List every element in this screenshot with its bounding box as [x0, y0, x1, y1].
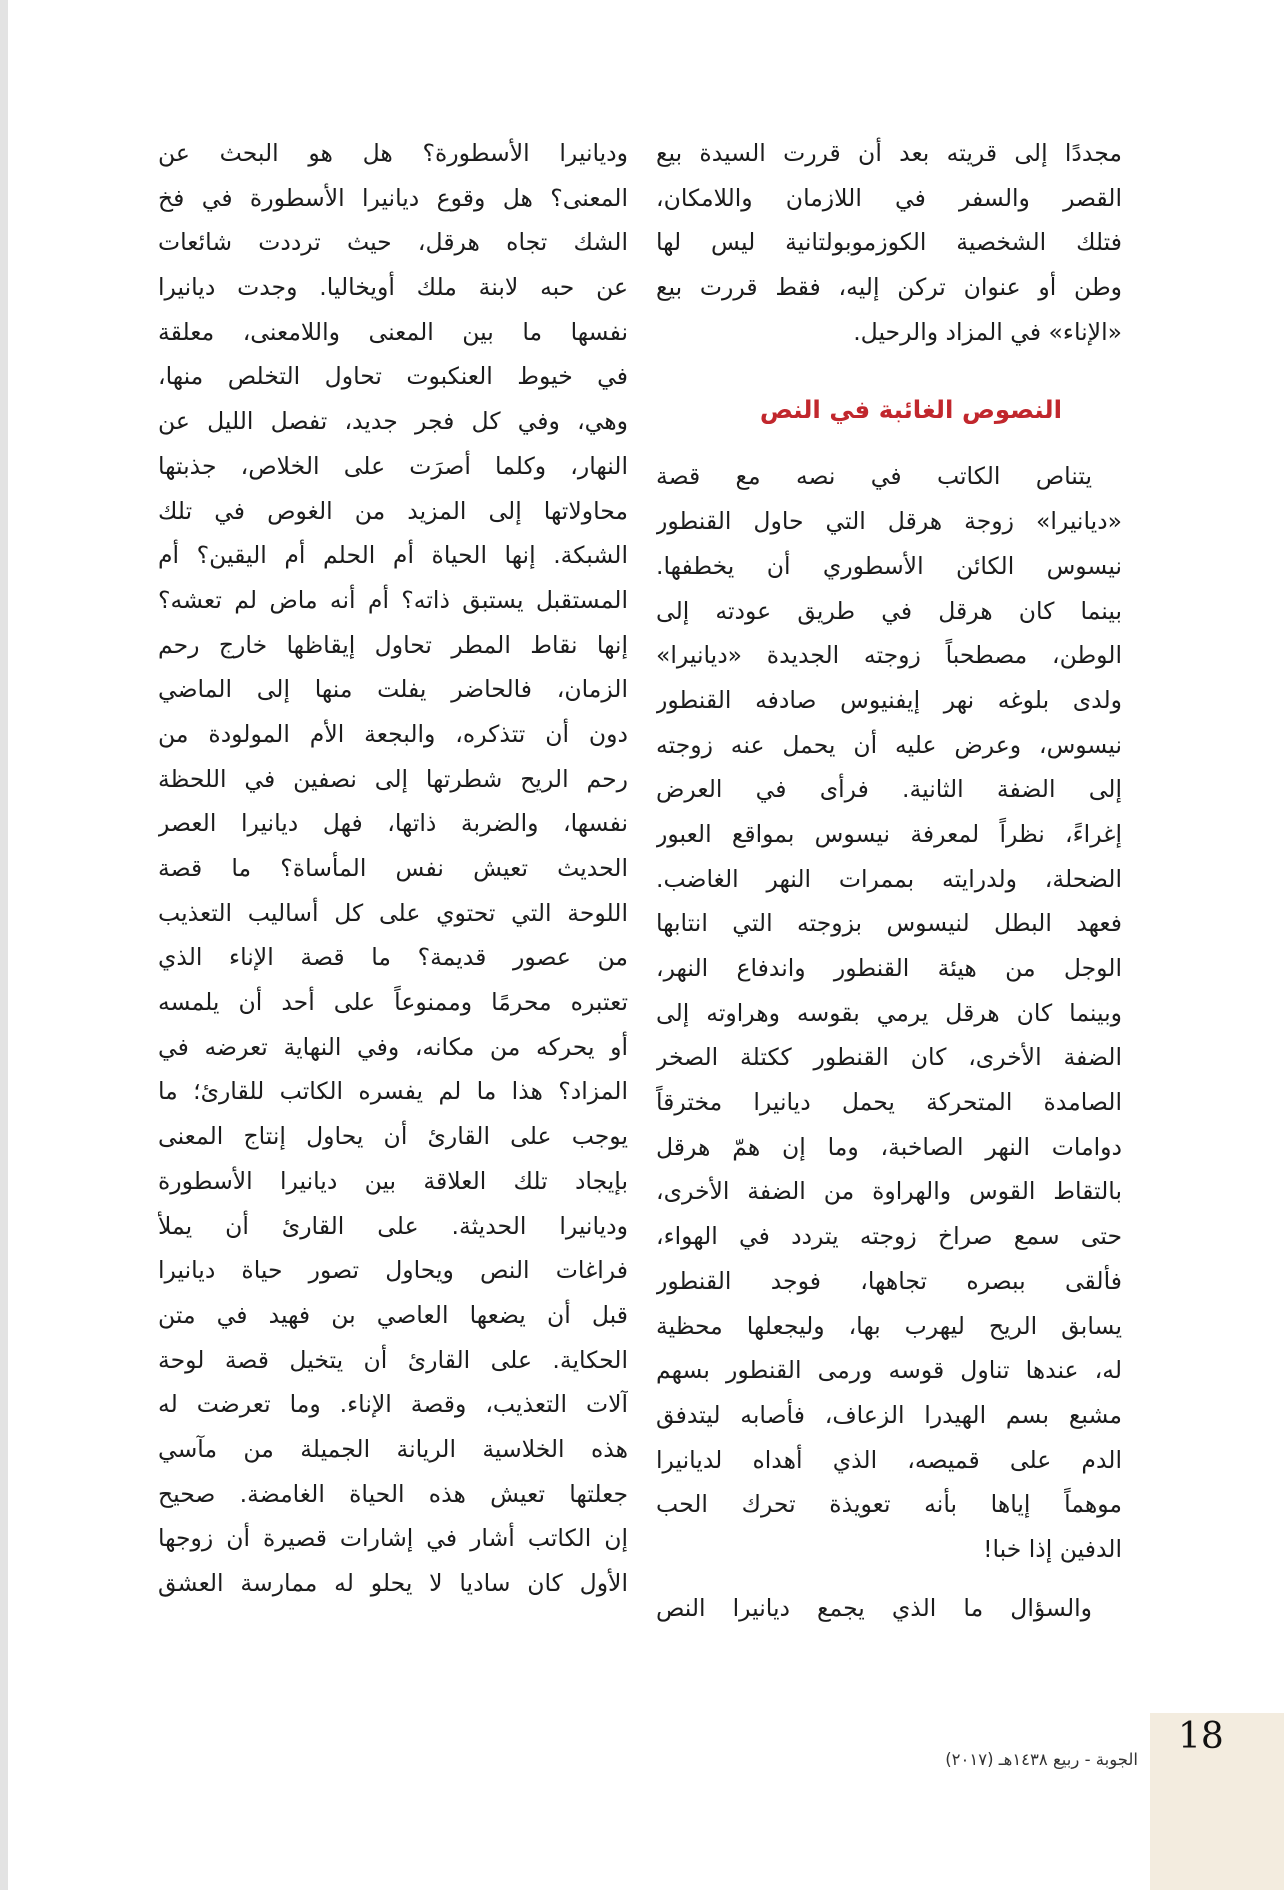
text-line: إلى الضفة الثانية. فرأى في العرض	[656, 775, 1122, 804]
text-line: إنها نقاط المطر تحاول إيقاظها خارج رحم	[158, 630, 628, 659]
text-line: نفسها، والضربة ذاتها، فهل ديانيرا العصر	[158, 809, 628, 838]
text-line: جعلتها تعيش هذه الحياة الغامضة. صحيح	[158, 1479, 628, 1508]
text-line: من عصور قديمة؟ ما قصة الإناء الذي	[158, 943, 628, 972]
text-line: نيسوس الكائن الأسطوري أن يخطفها.	[656, 551, 1122, 580]
text-line: حتى سمع صراخ زوجته يتردد في الهواء،	[656, 1222, 1122, 1251]
text-line: الوطن، مصطحباً زوجته الجديدة «ديانيرا»	[656, 641, 1122, 670]
text-line: النهار، وكلما أصرَت على الخلاص، جذبتها	[158, 451, 628, 480]
text-line: يوجب على القارئ أن يحاول إنتاج المعنى	[158, 1122, 628, 1151]
text-line: «ديانيرا» زوجة هرقل التي حاول القنطور	[656, 507, 1122, 536]
text-line: تعتبره محرمًا وممنوعاً على أحد أن يلمسه	[158, 988, 628, 1017]
text-line: الدم على قميصه، الذي أهداه لديانيرا	[656, 1445, 1122, 1474]
page-number: 18	[1178, 1716, 1224, 1757]
text-line: فعهد البطل لنيسوس بزوجته التي انتابها	[656, 909, 1122, 938]
text-line: نفسها ما بين المعنى واللامعنى، معلقة	[158, 317, 628, 346]
text-line: آلات التعذيب، وقصة الإناء. وما تعرضت له	[158, 1390, 628, 1419]
text-line: القصر والسفر في اللازمان واللامكان،	[656, 183, 1122, 212]
text-line: اللوحة التي تحتوي على كل أساليب التعذيب	[158, 898, 628, 927]
text-line: المستقبل يستبق ذاته؟ أم أنه ماض لم تعشه؟	[158, 585, 628, 614]
text-line: وديانيرا الأسطورة؟ هل هو البحث عن	[158, 139, 628, 167]
text-line: إن الكاتب أشار في إشارات قصيرة أن زوجها	[158, 1524, 628, 1553]
text-line: وهي، وفي كل فجر جديد، تفصل الليل عن	[158, 407, 628, 436]
text-line: قبل أن يضعها العاصي بن فهيد في متن	[158, 1300, 628, 1329]
text-line: أو يحركه من مكانه، وفي النهاية تعرضه في	[158, 1032, 628, 1061]
text-line: موهماً إياها بأنه تعويذة تحرك الحب	[656, 1490, 1122, 1519]
right-column	[656, 131, 1122, 1630]
section-heading: النصوص الغائبة في النص	[759, 395, 1062, 425]
text-line: محاولاتها إلى المزيد من الغوص في تلك	[158, 496, 628, 525]
text-line: هذه الخلاسية الريانة الجميلة من مآسي	[158, 1434, 628, 1463]
text-line: فراغات النص ويحاول تصور حياة ديانيرا	[158, 1256, 628, 1285]
text-line: دوامات النهر الصاخبة، وما إن همّ هرقل	[656, 1132, 1122, 1161]
text-line: وديانيرا الحديثة. على القارئ أن يملأ	[158, 1211, 628, 1240]
text-line: الصامدة المتحركة يحمل ديانيرا مخترقاً	[656, 1088, 1122, 1117]
text-line: الأول كان ساديا لا يحلو له ممارسة العشق	[158, 1569, 628, 1597]
text-line: الوجل من هيئة القنطور واندفاع النهر،	[656, 954, 1122, 982]
text-line: مجددًا إلى قريته بعد أن قررت السيدة بيع	[656, 139, 1122, 167]
text-line: عن حبه لابنة ملك أويخاليا. وجدت ديانيرا	[158, 273, 628, 302]
text-line: الحكاية. على القارئ أن يتخيل قصة لوحة	[158, 1345, 628, 1374]
text-line: يسابق الريح ليهرب بها، وليجعلها محظية	[656, 1311, 1122, 1340]
left-column	[158, 131, 628, 1606]
text-line: الشك تجاه هرقل، حيث ترددت شائعات	[158, 228, 628, 257]
text-line: دون أن تتذكره، والبجعة الأم المولودة من	[158, 719, 628, 748]
text-line: وطن أو عنوان تركن إليه، فقط قررت بيع	[656, 273, 1122, 302]
text-line: رحم الريح شطرتها إلى نصفين في اللحظة	[158, 764, 628, 793]
text-line: المزاد؟ هذا ما لم يفسره الكاتب للقارئ؛ ما	[158, 1077, 628, 1106]
text-line: فتلك الشخصية الكوزموبولتانية ليس لها	[656, 228, 1122, 257]
text-line: إغراءً، نظراً لمعرفة نيسوس بمواقع العبور	[656, 819, 1122, 848]
text-line: والسؤال ما الذي يجمع ديانيرا النص	[656, 1593, 1092, 1622]
text-line: الضحلة، ولدرايته بممرات النهر الغاضب.	[656, 864, 1122, 893]
text-line: الشبكة. إنها الحياة أم الحلم أم اليقين؟ أم	[158, 541, 628, 570]
text-line: الضفة الأخرى، كان القنطور ككتلة الصخر	[656, 1043, 1122, 1072]
text-line: «الإناء» في المزاد والرحيل.	[853, 317, 1122, 346]
text-line: فألقى ببصره تجاهها، فوجد القنطور	[656, 1266, 1122, 1295]
text-line: الحديث تعيش نفس المأساة؟ ما قصة	[158, 854, 628, 882]
text-line: في خيوط العنكبوت تحاول التخلص منها،	[158, 362, 628, 391]
text-line: وبينما كان هرقل يرمي بقوسه وهراوته إلى	[656, 998, 1122, 1027]
text-line: المعنى؟ هل وقوع ديانيرا الأسطورة في فخ	[158, 183, 628, 212]
text-line: له، عندها تناول قوسه ورمى القنطور بسهم	[656, 1356, 1122, 1385]
text-line: الدفين إذا خبا!	[983, 1534, 1122, 1563]
issue-footer: الجوبة - ربيع ١٤٣٨هـ (٢٠١٧)	[945, 1750, 1138, 1769]
text-line: مشبع بسم الهيدرا الزعاف، فأصابه ليتدفق	[656, 1400, 1122, 1429]
text-line: بالتقاط القوس والهراوة من الضفة الأخرى،	[656, 1177, 1122, 1206]
text-line: بإيجاد تلك العلاقة بين ديانيرا الأسطورة	[158, 1166, 628, 1195]
text-line: نيسوس، وعرض عليه أن يحمل عنه زوجته	[656, 730, 1122, 759]
text-line: يتناص الكاتب في نصه مع قصة	[656, 462, 1092, 491]
text-line: بينما كان هرقل في طريق عودته إلى	[656, 596, 1122, 625]
text-line: ولدى بلوغه نهر إيفنيوس صادفه القنطور	[656, 685, 1122, 714]
text-line: الزمان، فالحاضر يفلت منها إلى الماضي	[158, 675, 628, 704]
